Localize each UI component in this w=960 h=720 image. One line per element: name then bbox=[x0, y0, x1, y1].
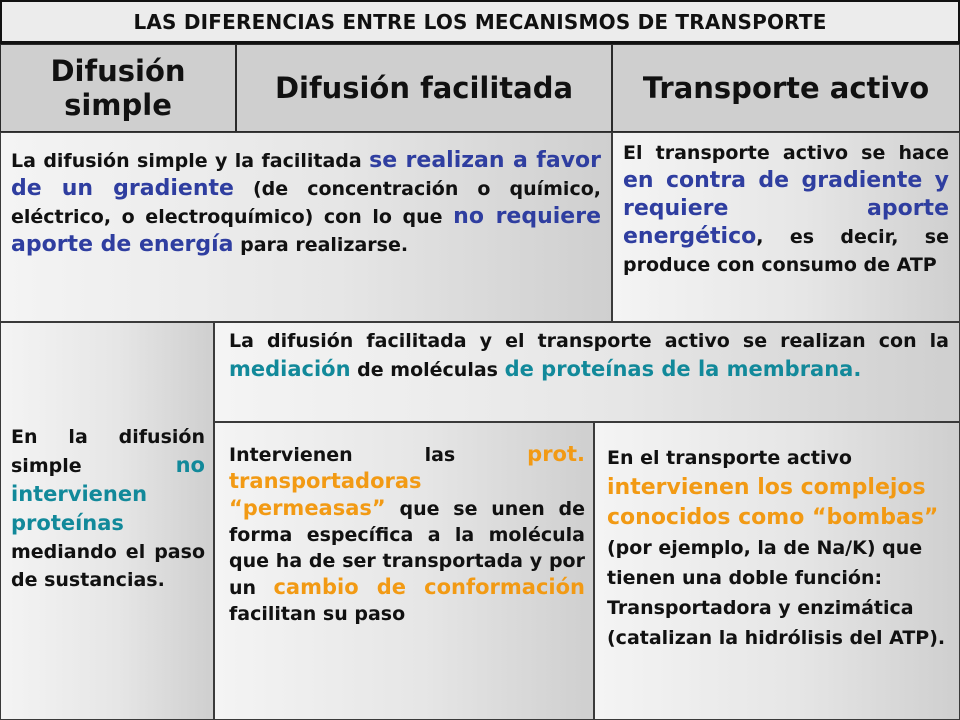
cell-difusion-gradiente-p3: para realizarse. bbox=[233, 234, 409, 256]
header-difusion-facilitada bbox=[236, 44, 612, 132]
cell-difusion-gradiente-highlight1: se realizan a favor de un gradiente bbox=[11, 148, 601, 201]
cell-mediacion-proteinas-highlight1: mediación bbox=[229, 357, 351, 381]
cell-mediacion-proteinas bbox=[214, 322, 960, 422]
cell-permeasas-p3: facilitan su paso bbox=[229, 603, 406, 625]
cell-difusion-gradiente-highlight2: no requiere aporte de energía bbox=[11, 204, 601, 257]
cell-transporte-activo-gradiente-p1: El transporte activo se hace bbox=[623, 142, 949, 164]
cell-difusion-simple-proteinas-p1: En la difusión simple bbox=[11, 426, 205, 477]
header-difusion-facilitada-label: Difusión facilitada bbox=[274, 71, 574, 105]
cell-difusion-gradiente-p1: La difusión simple y la facilitada bbox=[11, 150, 370, 172]
cell-permeasas bbox=[214, 422, 594, 720]
cell-difusion-gradiente bbox=[0, 132, 612, 322]
cell-permeasas-highlight2: cambio de conformación bbox=[273, 575, 585, 599]
cell-difusion-simple-proteinas-highlight: no intervienen proteínas bbox=[11, 453, 205, 535]
cell-bombas-p1: En el transporte activo bbox=[607, 447, 852, 469]
cell-difusion-simple-proteinas bbox=[0, 322, 214, 720]
cell-difusion-simple-proteinas-p2: mediando el paso de sustancias. bbox=[11, 541, 205, 591]
cell-mediacion-proteinas-highlight2: de proteínas de la membrana. bbox=[504, 357, 862, 381]
cell-mediacion-proteinas-p1: La difusión facilitada y el transporte activo se realizan con la bbox=[229, 330, 949, 352]
header-difusion-simple-label: Difusión simple bbox=[50, 54, 186, 122]
cell-bombas-p2: (por ejemplo, la de Na/K) que tienen una doble función: Transportadora y enzimática (catalizan la hidrólisis del ATP). bbox=[607, 537, 946, 649]
page-title-text: LAS DIFERENCIAS ENTRE LOS MECANISMOS DE TRANSPORTE bbox=[133, 9, 827, 34]
cell-transporte-activo-gradiente-p2: , es decir, se produce con consumo de ATP bbox=[623, 226, 949, 276]
cell-transporte-activo-gradiente-highlight: en contra de gradiente y requiere aporte energético bbox=[623, 168, 949, 249]
cell-transporte-activo-gradiente bbox=[612, 132, 960, 322]
cell-bombas bbox=[594, 422, 960, 720]
header-difusion-simple bbox=[0, 44, 236, 132]
header-transporte-activo-label: Transporte activo bbox=[642, 71, 930, 105]
cell-mediacion-proteinas-p2: de moléculas bbox=[350, 359, 505, 381]
header-transporte-activo bbox=[612, 44, 960, 132]
page-title bbox=[0, 0, 960, 44]
cell-bombas-highlight: intervienen los complejos conocidos como “bombas” bbox=[607, 475, 939, 530]
cell-difusion-gradiente-p2: (de concentración o químico, eléctrico, o electroquímico) con lo que bbox=[11, 178, 601, 228]
cell-permeasas-p1: Intervienen las bbox=[229, 444, 528, 466]
cell-permeasas-highlight1: prot. transportadoras “permeasas” bbox=[229, 442, 585, 520]
cell-permeasas-p2: que se unen de forma específica a la molécula que ha de ser transportada y por un bbox=[229, 498, 585, 599]
